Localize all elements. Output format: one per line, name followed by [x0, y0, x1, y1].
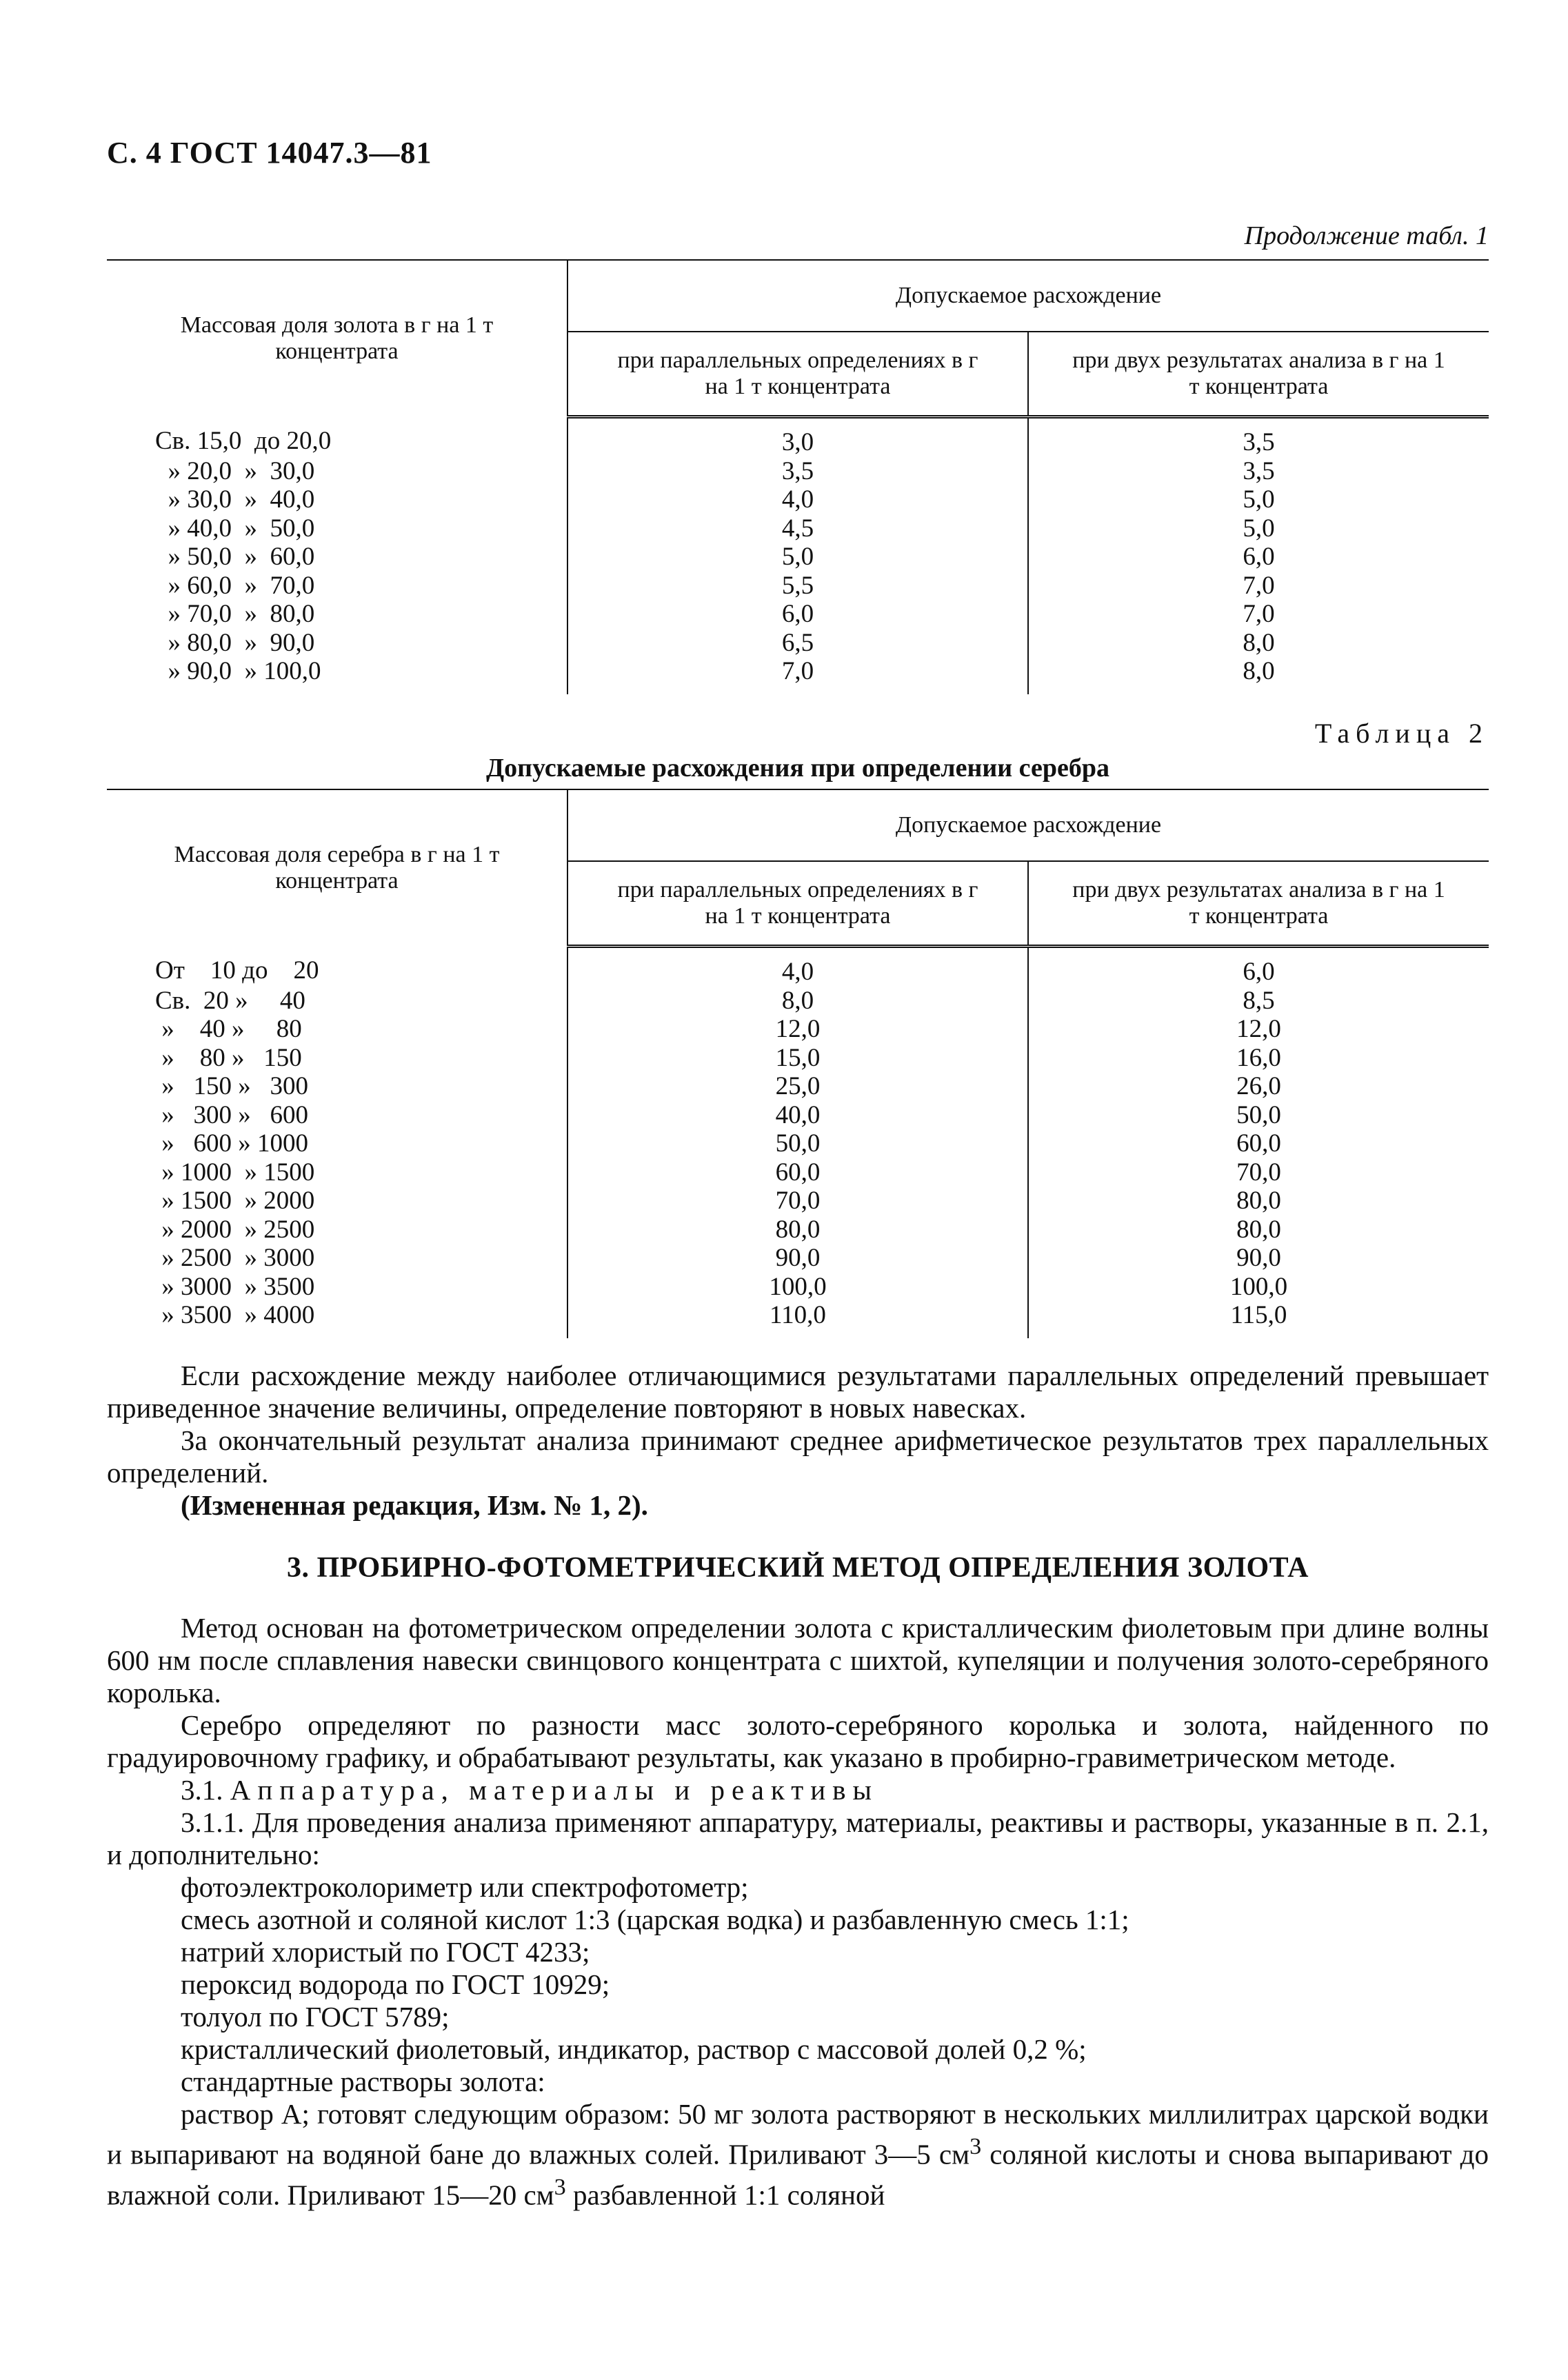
table1-body — [107, 417, 1489, 694]
two-results-value-cell: 6,0 — [1243, 543, 1275, 571]
table-row — [107, 543, 1489, 572]
list-item: толуол по ГОСТ 5789; — [181, 2001, 450, 2033]
table-row — [107, 1044, 1489, 1073]
range-cell: » 40,0 » 50,0 — [107, 514, 567, 543]
range-cell: Св. 15,0 до 20,0 — [107, 417, 567, 457]
list-item: фотоэлектроколориметр или спектрофотометр; — [181, 1871, 749, 1903]
two-results-value-cell: 3,5 — [1243, 456, 1275, 485]
parallel-value-cell: 4,5 — [567, 514, 1028, 543]
two-results-value-cell: 7,0 — [1243, 600, 1275, 628]
two-results-value-cell: 26,0 — [1236, 1072, 1281, 1100]
table-row — [107, 1015, 1489, 1044]
two-results-value-cell: 70,0 — [1236, 1158, 1281, 1187]
table-row — [107, 1158, 1489, 1187]
paragraph-silver: Серебро определяют по разности масс золото-серебряного королька и золота, найденного по градуировочному графику, и обрабатывают результаты, как указано в пробирно-гравиметрическом методе. — [107, 1709, 1489, 1773]
range-cell: От 10 до 20 — [107, 947, 567, 987]
table-row — [107, 457, 1489, 486]
table-row — [107, 1301, 1489, 1338]
parallel-value-cell: 100,0 — [567, 1273, 1028, 1302]
table-row — [107, 987, 1489, 1016]
paragraph-solution-a — [107, 2098, 1489, 2211]
two-results-value-cell: 8,0 — [1243, 628, 1275, 657]
range-cell: » 50,0 » 60,0 — [107, 543, 567, 572]
two-results-value-cell: 7,0 — [1243, 571, 1275, 600]
list-item: стандартные растворы золота: — [181, 2066, 545, 2097]
paragraph-final-result: За окончательный результат анализа принимают среднее арифметическое результатов трех параллельных определений. — [107, 1424, 1489, 1489]
table-row — [107, 1273, 1489, 1302]
two-results-value-cell: 50,0 — [1236, 1100, 1281, 1129]
solution-a-text-2: соляной кислоты и снова выпаривают до влажной соли. Приливают 15—20 см — [107, 2138, 1489, 2211]
table-row — [107, 485, 1489, 514]
table-row — [107, 1129, 1489, 1158]
range-cell: Св. 20 » 40 — [107, 987, 567, 1016]
table-row — [107, 600, 1489, 629]
superscript-3: 3 — [969, 2134, 982, 2159]
range-cell: » 300 » 600 — [107, 1101, 567, 1130]
list-item: пероксид водорода по ГОСТ 10929; — [181, 1968, 610, 2000]
table-row — [107, 1101, 1489, 1130]
range-cell: » 3000 » 3500 — [107, 1273, 567, 1302]
range-cell: » 60,0 » 70,0 — [107, 572, 567, 601]
parallel-value-cell: 110,0 — [567, 1301, 1028, 1338]
list-item: смесь азотной и соляной кислот 1:3 (царская водка) и разбавленную смесь 1:1; — [181, 1904, 1129, 1935]
two-results-value-cell: 80,0 — [1236, 1187, 1281, 1215]
range-cell: » 2500 » 3000 — [107, 1244, 567, 1273]
two-results-value-cell: 115,0 — [1230, 1301, 1287, 1329]
range-cell: » 80,0 » 90,0 — [107, 629, 567, 658]
two-results-value-cell: 100,0 — [1229, 1272, 1288, 1301]
table-row — [107, 1187, 1489, 1216]
range-cell: » 40 » 80 — [107, 1015, 567, 1044]
parallel-value-cell: 80,0 — [567, 1216, 1028, 1244]
body-text — [107, 1360, 1489, 2211]
range-cell: » 1500 » 2000 — [107, 1187, 567, 1216]
parallel-value-cell: 50,0 — [567, 1129, 1028, 1158]
table2-col3-header: при двух результатах анализа в г на 1 т концентрата — [1028, 861, 1489, 947]
parallel-value-cell: 5,0 — [567, 543, 1028, 572]
table-row — [107, 1244, 1489, 1273]
two-results-value-cell: 16,0 — [1236, 1043, 1281, 1072]
parallel-value-cell: 3,5 — [567, 457, 1028, 486]
table1-continuation: Продолжение табл. 1 — [1244, 221, 1489, 250]
table2 — [107, 789, 1489, 1338]
table-row — [107, 572, 1489, 601]
subsection-title: Аппаратура, материалы и реактивы — [230, 1774, 879, 1806]
superscript-3: 3 — [554, 2174, 566, 2200]
parallel-value-cell: 3,0 — [567, 417, 1028, 457]
two-results-value-cell: 60,0 — [1236, 1129, 1281, 1158]
table2-number: Таблица 2 — [1314, 718, 1489, 749]
parallel-value-cell: 6,5 — [567, 629, 1028, 658]
range-cell: » 150 » 300 — [107, 1072, 567, 1101]
parallel-value-cell: 25,0 — [567, 1072, 1028, 1101]
paragraph-3-1-1: 3.1.1. Для проведения анализа применяют аппаратуру, материалы, реактивы и растворы, указанные в п. 2.1, и дополнительно: — [107, 1806, 1489, 1870]
range-cell: » 3500 » 4000 — [107, 1301, 567, 1338]
table2-col2-header: при параллельных определениях в г на 1 т концентрата — [567, 861, 1028, 947]
parallel-value-cell: 4,0 — [567, 947, 1028, 987]
two-results-value-cell: 12,0 — [1236, 1015, 1281, 1043]
parallel-value-cell: 70,0 — [567, 1187, 1028, 1216]
table2-body — [107, 947, 1489, 1338]
parallel-value-cell: 15,0 — [567, 1044, 1028, 1073]
range-cell: » 20,0 » 30,0 — [107, 457, 567, 486]
parallel-value-cell: 60,0 — [567, 1158, 1028, 1187]
table1-group-header: Допускаемое расхождение — [567, 260, 1489, 332]
table1-col3-header: при двух результатах анализа в г на 1 т концентрата — [1028, 332, 1489, 417]
range-cell: » 600 » 1000 — [107, 1129, 567, 1158]
parallel-value-cell: 12,0 — [567, 1015, 1028, 1044]
parallel-value-cell: 40,0 — [567, 1101, 1028, 1130]
parallel-value-cell: 5,5 — [567, 572, 1028, 601]
range-cell: » 90,0 » 100,0 — [107, 657, 567, 694]
table2-col1-header: Массовая доля серебра в г на 1 т концентрата — [107, 789, 567, 947]
two-results-value-cell: 3,5 — [1243, 428, 1275, 456]
range-cell: » 80 » 150 — [107, 1044, 567, 1073]
two-results-value-cell: 5,0 — [1243, 485, 1275, 514]
subsection-number: 3.1. — [181, 1774, 230, 1806]
two-results-value-cell: 90,0 — [1236, 1244, 1281, 1272]
table1 — [107, 259, 1489, 694]
range-cell: » 2000 » 2500 — [107, 1216, 567, 1244]
two-results-value-cell: 6,0 — [1243, 958, 1275, 986]
list-item: натрий хлористый по ГОСТ 4233; — [181, 1936, 590, 1968]
table-row — [107, 1072, 1489, 1101]
range-cell: » 70,0 » 80,0 — [107, 600, 567, 629]
section-title: 3. ПРОБИРНО-ФОТОМЕТРИЧЕСКИЙ МЕТОД ОПРЕДЕЛЕНИЯ ЗОЛОТА — [287, 1552, 1309, 1584]
table2-group-header: Допускаемое расхождение — [567, 789, 1489, 861]
two-results-value-cell: 8,5 — [1243, 986, 1275, 1015]
parallel-value-cell: 6,0 — [567, 600, 1028, 629]
page-header: С. 4 ГОСТ 14047.3—81 — [107, 136, 432, 170]
table-row — [107, 417, 1489, 457]
table-row — [107, 514, 1489, 543]
range-cell: » 30,0 » 40,0 — [107, 485, 567, 514]
list-item: кристаллический фиолетовый, индикатор, раствор с массовой долей 0,2 %; — [181, 2033, 1087, 2065]
table1-col2-header: при параллельных определениях в г на 1 т концентрата — [567, 332, 1028, 417]
parallel-value-cell: 4,0 — [567, 485, 1028, 514]
amendment-note: (Измененная редакция, Изм. № 1, 2). — [181, 1489, 648, 1521]
two-results-value-cell: 5,0 — [1243, 514, 1275, 543]
solution-a-text-1: раствор А; готовят следующим образом: 50 мг золота растворяют в нескольких миллилитрах царской водки и выпаривают на водяной бане до влажных солей. Приливают 3—5 см — [107, 2098, 1489, 2170]
table-row — [107, 657, 1489, 694]
equipment-list — [107, 1871, 1489, 2098]
parallel-value-cell: 90,0 — [567, 1244, 1028, 1273]
table-row — [107, 1216, 1489, 1244]
table2-title: Допускаемые расхождения при определении серебра — [485, 754, 1110, 783]
range-cell: » 1000 » 1500 — [107, 1158, 567, 1187]
parallel-value-cell: 8,0 — [567, 987, 1028, 1016]
paragraph-method: Метод основан на фотометрическом определении золота с кристаллическим фиолетовым при длине волны 600 нм после сплавления навески свинцового концентрата с шихтой, купеляции и получения золото-серебряного королька. — [107, 1612, 1489, 1708]
table-row — [107, 947, 1489, 987]
table1-col1-header: Массовая доля золота в г на 1 т концентрата — [107, 260, 567, 417]
paragraph-discrepancy: Если расхождение между наиболее отличающимися результатами параллельных определений превышает приведенное значение величины, определение повторяют в новых навесках. — [107, 1360, 1489, 1424]
two-results-value-cell: 80,0 — [1236, 1215, 1281, 1244]
solution-a-text-3: разбавленной 1:1 соляной — [565, 2179, 885, 2211]
two-results-value-cell: 8,0 — [1243, 657, 1275, 685]
table-row — [107, 629, 1489, 658]
parallel-value-cell: 7,0 — [567, 657, 1028, 694]
subsection-3-1 — [107, 1774, 1489, 1806]
